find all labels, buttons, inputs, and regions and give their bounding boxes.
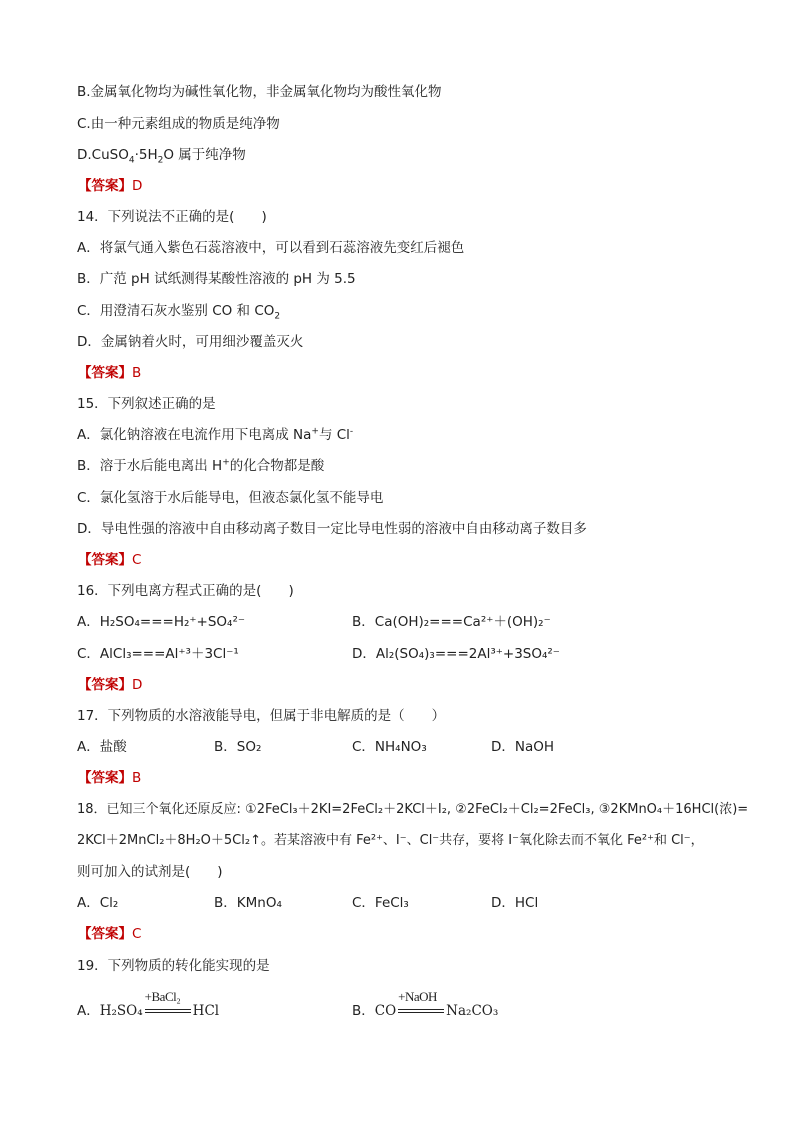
q18-option-b: B．KMnO₄ bbox=[214, 895, 282, 911]
q13-option-c: C.由一种元素组成的物质是纯净物 bbox=[77, 116, 280, 132]
q17-option-c: C．NH₄NO₃ bbox=[352, 739, 427, 755]
reaction-arrow-icon: +NaOH bbox=[396, 1002, 446, 1020]
question-16: 16．下列电离方程式正确的是( ) bbox=[77, 583, 294, 599]
q14-option-a: A．将氯气通入紫色石蕊溶液中，可以看到石蕊溶液先变红后褪色 bbox=[77, 240, 465, 256]
answer-17: 【答案】B bbox=[78, 770, 142, 786]
q15-option-a: A．氯化钠溶液在电流作用下电离成 Na+与 Cl- bbox=[77, 426, 354, 443]
q15-option-d: D．导电性强的溶液中自由移动离子数目一定比导电性弱的溶液中自由移动离子数目多 bbox=[77, 521, 587, 537]
question-18-line-1: 18．已知三个氧化还原反应: ①2FeCl₃＋2KI=2FeCl₂＋2KCl＋I₂, ②2FeCl₂＋Cl₂=2FeCl₃, ③2KMnO₄＋16HCl(浓)= bbox=[77, 802, 749, 817]
question-19: 19．下列物质的转化能实现的是 bbox=[77, 958, 270, 974]
q16-option-b: B．Ca(OH)₂===Ca²⁺＋(OH)₂⁻ bbox=[352, 614, 551, 630]
question-17: 17．下列物质的水溶液能导电，但属于非电解质的是（ ） bbox=[77, 708, 446, 724]
question-15: 15．下列叙述正确的是 bbox=[77, 396, 216, 412]
question-18-line-2: 2KCl＋2MnCl₂＋8H₂O＋5Cl₂↑。若某溶液中有 Fe²⁺、I⁻、Cl⁻共存，要将 I⁻氧化除去而不氧化 Fe²⁺和 Cl⁻， bbox=[77, 833, 704, 848]
answer-16: 【答案】D bbox=[78, 677, 143, 693]
reaction-arrow-icon: +BaCl₂ bbox=[143, 1002, 193, 1020]
q17-option-d: D．NaOH bbox=[491, 739, 555, 755]
answer-14: 【答案】B bbox=[78, 365, 142, 381]
q14-option-d: D．金属钠着火时，可用细沙覆盖灭火 bbox=[77, 334, 304, 350]
answer-18: 【答案】C bbox=[78, 926, 142, 942]
q14-option-c: C．用澄清石灰水鉴别 CO 和 $CO_2$ bbox=[77, 303, 281, 322]
q15-option-b: B．溶于水后能电离出 H+的化合物都是酸 bbox=[77, 457, 325, 474]
question-14: 14．下列说法不正确的是( ) bbox=[77, 209, 267, 225]
q19-option-a: A．H₂SO₄ +BaCl₂ HCl bbox=[77, 989, 220, 1019]
q18-option-d: D．HCl bbox=[491, 895, 539, 911]
answer-13: 【答案】D bbox=[78, 178, 143, 194]
question-18-line-3: 则可加入的试剂是( ) bbox=[77, 864, 223, 880]
q18-option-c: C．FeCl₃ bbox=[352, 895, 409, 911]
q17-option-a: A．盐酸 bbox=[77, 739, 127, 755]
q19-option-b: B．CO +NaOH Na₂CO₃ bbox=[352, 989, 499, 1019]
q17-option-b: B．SO₂ bbox=[214, 739, 262, 755]
answer-15: 【答案】C bbox=[78, 552, 142, 568]
q18-option-a: A．Cl₂ bbox=[77, 895, 119, 911]
q16-option-a: A．H₂SO₄===H₂⁺+SO₄²⁻ bbox=[77, 614, 245, 630]
q15-option-c: C．氯化氢溶于水后能导电，但液态氯化氢不能导电 bbox=[77, 490, 384, 506]
q14-option-b: B．广范 pH 试纸测得某酸性溶液的 pH 为 5.5 bbox=[77, 271, 356, 287]
q13-option-d: $D.CuSO_4\cdot 5H_2O$ 属于纯净物 bbox=[77, 147, 246, 166]
q16-option-c: C．AlCl₃===Al⁺³＋3Cl⁻¹ bbox=[77, 646, 239, 662]
q13-option-b: B.金属氧化物均为碱性氧化物，非金属氧化物均为酸性氧化物 bbox=[77, 84, 442, 100]
q16-option-d: D．Al₂(SO₄)₃===2Al³⁺+3SO₄²⁻ bbox=[352, 646, 560, 662]
